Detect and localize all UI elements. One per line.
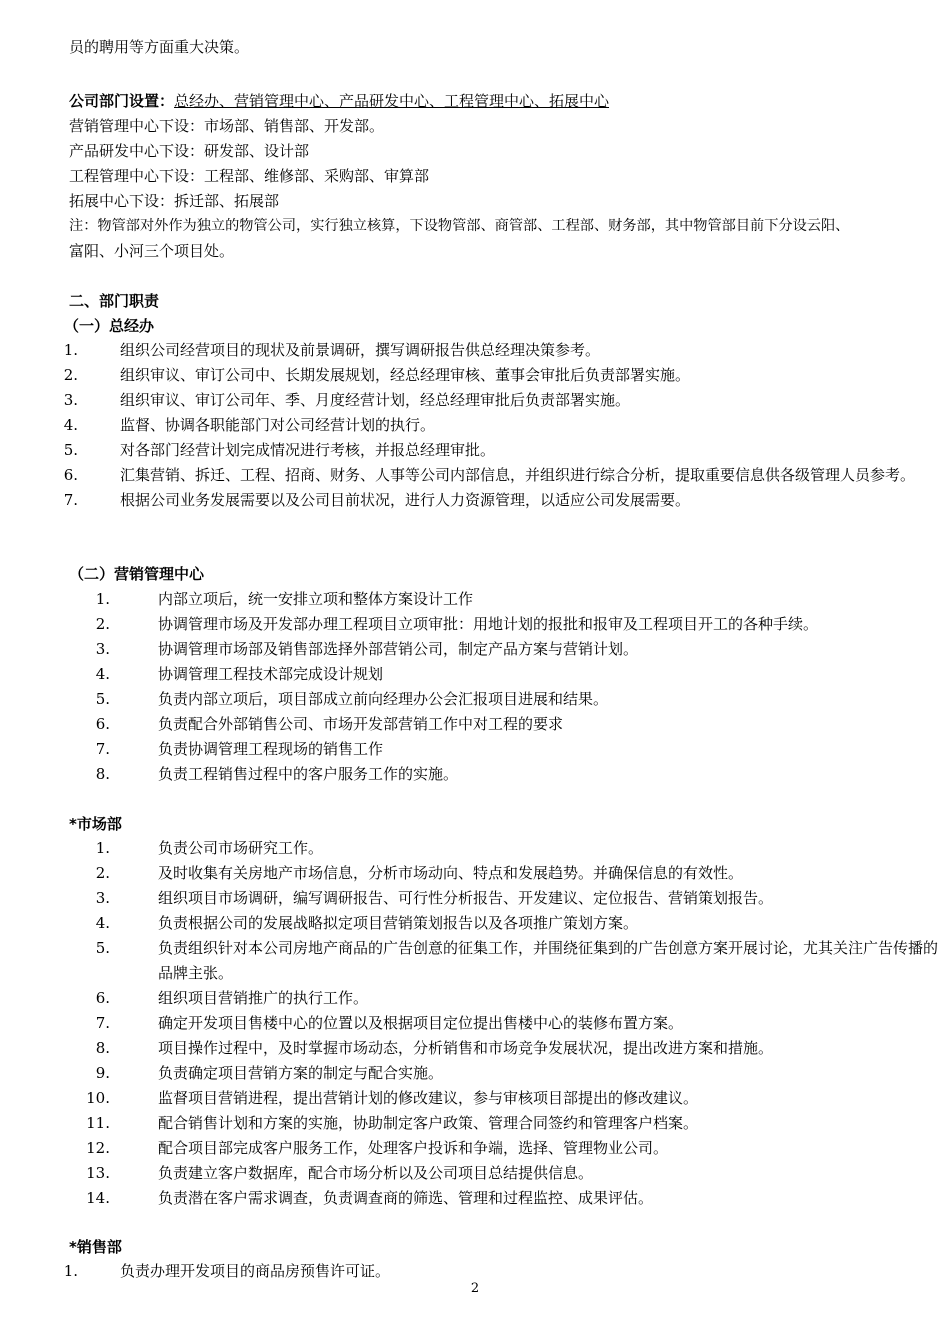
department-line: 拓展中心下设：拆迁部、拓展部 bbox=[69, 192, 280, 210]
list-item bbox=[95, 662, 940, 687]
list-item-number: 7. bbox=[63, 491, 78, 509]
list-item-text: 协调管理市场部及销售部选择外部营销公司，制定产品方案与营销计划。 bbox=[158, 640, 639, 658]
list-item bbox=[86, 1186, 940, 1211]
subsection-title-sales-dept: *销售部 bbox=[69, 1238, 122, 1256]
department-note-line2: 富阳、小河三个项目处。 bbox=[69, 242, 235, 260]
list-item-number: 4. bbox=[63, 416, 78, 434]
list-item-number: 11. bbox=[86, 1114, 110, 1132]
subsection-title-gm-office: （一）总经办 bbox=[64, 317, 155, 335]
list-item-text: 根据公司业务发展需要以及公司目前状况，进行人力资源管理，以适应公司发展需要。 bbox=[120, 491, 691, 509]
list-item bbox=[95, 1036, 940, 1061]
list-item-text: 负责根据公司的发展战略拟定项目营销策划报告以及各项推广策划方案。 bbox=[158, 914, 639, 932]
list-item-number: 1. bbox=[95, 590, 110, 608]
list-item-text: 组织公司经营项目的现状及前景调研，撰写调研报告供总经理决策参考。 bbox=[120, 341, 601, 359]
list-item bbox=[95, 587, 940, 612]
list-item bbox=[63, 413, 940, 438]
list-item-number: 4. bbox=[95, 665, 110, 683]
list-item-text: 配合项目部完成客户服务工作，处理客户投诉和争端，选择、管理物业公司。 bbox=[158, 1139, 669, 1157]
list-item-number: 8. bbox=[95, 765, 110, 783]
list-item-text: 负责建立客户数据库，配合市场分析以及公司项目总结提供信息。 bbox=[158, 1164, 594, 1182]
list-item bbox=[86, 1161, 940, 1186]
list-item-number: 5. bbox=[63, 441, 78, 459]
list-item-text: 组织项目营销推广的执行工作。 bbox=[158, 989, 369, 1007]
list-item-number: 6. bbox=[95, 989, 110, 1007]
list-item bbox=[63, 488, 940, 513]
list-item-text: 内部立项后，统一安排立项和整体方案设计工作 bbox=[158, 590, 474, 608]
list-item bbox=[86, 1136, 940, 1161]
subsection-title-market-dept: *市场部 bbox=[69, 815, 122, 833]
list-item bbox=[95, 861, 940, 886]
list-item bbox=[95, 612, 940, 637]
list-item-text: 对各部门经营计划完成情况进行考核，并报总经理审批。 bbox=[120, 441, 496, 459]
list-item bbox=[63, 463, 940, 488]
list-item-text: 负责组织针对本公司房地产商品的广告创意的征集工作，并围绕征集到的广告创意方案开展讨论，尤其关注广告传播的品牌主张。 bbox=[158, 939, 939, 982]
list-item-text: 负责确定项目营销方案的制定与配合实施。 bbox=[158, 1064, 444, 1082]
department-setup-label: 公司部门设置： bbox=[69, 92, 175, 110]
list-item-text: 组织项目市场调研，编写调研报告、可行性分析报告、开发建议、定位报告、营销策划报告。 bbox=[158, 889, 774, 907]
list-item-number: 3. bbox=[63, 391, 78, 409]
list-item-text: 负责办理开发项目的商品房预售许可证。 bbox=[120, 1262, 391, 1280]
list-item bbox=[95, 986, 940, 1011]
list-item bbox=[63, 438, 940, 463]
list-item bbox=[95, 1061, 940, 1086]
marketing-center-duties bbox=[95, 587, 940, 787]
list-item bbox=[95, 637, 940, 662]
list-item-text: 监督、协调各职能部门对公司经营计划的执行。 bbox=[120, 416, 436, 434]
list-item-text: 确定开发项目售楼中心的位置以及根据项目定位提出售楼中心的装修布置方案。 bbox=[158, 1014, 684, 1032]
department-note-line1: 注：物管部对外作为独立的物管公司，实行独立核算，下设物管部、商管部、工程部、财务部，其中物管部目前下分设云阳、 bbox=[69, 218, 850, 234]
list-item-text: 汇集营销、拆迁、工程、招商、财务、人事等公司内部信息，并组织进行综合分析，提取重要信息供各级管理人员参考。 bbox=[120, 466, 916, 484]
list-item-number: 4. bbox=[95, 914, 110, 932]
list-item bbox=[95, 911, 940, 936]
list-item-number: 6. bbox=[95, 715, 110, 733]
list-item-number: 2. bbox=[95, 864, 110, 882]
subsection-title-marketing-center: （二）营销管理中心 bbox=[69, 565, 205, 583]
list-item-text: 负责协调管理工程现场的销售工作 bbox=[158, 740, 384, 758]
section-title: 二、部门职责 bbox=[69, 292, 160, 310]
list-item-text: 负责工程销售过程中的客户服务工作的实施。 bbox=[158, 765, 459, 783]
page-number: 2 bbox=[470, 1281, 480, 1296]
list-item-number: 2. bbox=[95, 615, 110, 633]
list-item bbox=[95, 687, 940, 712]
list-item-number: 6. bbox=[63, 466, 78, 484]
list-item bbox=[95, 712, 940, 737]
list-item-number: 13. bbox=[86, 1164, 110, 1182]
list-item bbox=[63, 388, 940, 413]
market-dept-duties bbox=[86, 836, 940, 1211]
department-setup bbox=[69, 91, 609, 111]
list-item bbox=[95, 836, 940, 861]
list-item-text: 负责内部立项后，项目部成立前向经理办公会汇报项目进展和结果。 bbox=[158, 690, 609, 708]
department-line: 工程管理中心下设：工程部、维修部、采购部、审算部 bbox=[69, 167, 430, 185]
list-item-text: 负责配合外部销售公司、市场开发部营销工作中对工程的要求 bbox=[158, 715, 564, 733]
list-item-number: 10. bbox=[86, 1089, 110, 1107]
list-item-text: 负责潜在客户需求调查，负责调查商的筛选、管理和过程监控、成果评估。 bbox=[158, 1189, 654, 1207]
list-item bbox=[63, 338, 940, 363]
list-item-text: 组织审议、审订公司年、季、月度经营计划，经总经理审批后负责部署实施。 bbox=[120, 391, 631, 409]
list-item-number: 9. bbox=[95, 1064, 110, 1082]
list-item-number: 5. bbox=[95, 690, 110, 708]
list-item-number: 14. bbox=[86, 1189, 110, 1207]
list-item-number: 5. bbox=[95, 939, 110, 957]
list-item-number: 3. bbox=[95, 889, 110, 907]
list-item-number: 3. bbox=[95, 640, 110, 658]
gm-office-duties bbox=[63, 338, 940, 513]
list-item bbox=[95, 1011, 940, 1036]
list-item-number: 1. bbox=[63, 1262, 78, 1280]
list-item bbox=[95, 936, 940, 986]
list-item-number: 8. bbox=[95, 1039, 110, 1057]
list-item-number: 7. bbox=[95, 1014, 110, 1032]
department-setup-value: 总经办、营销管理中心、产品研发中心、工程管理中心、拓展中心 bbox=[174, 92, 610, 110]
list-item bbox=[63, 363, 940, 388]
list-item-number: 7. bbox=[95, 740, 110, 758]
department-line: 产品研发中心下设：研发部、设计部 bbox=[69, 142, 310, 160]
department-line: 营销管理中心下设：市场部、销售部、开发部。 bbox=[69, 117, 385, 135]
list-item-number: 2. bbox=[63, 366, 78, 384]
list-item bbox=[86, 1086, 940, 1111]
list-item-number: 1. bbox=[63, 341, 78, 359]
intro-tail: 员的聘用等方面重大决策。 bbox=[69, 38, 250, 56]
list-item-text: 协调管理工程技术部完成设计规划 bbox=[158, 665, 384, 683]
list-item-text: 组织审议、审订公司中、长期发展规划，经总经理审核、董事会审批后负责部署实施。 bbox=[120, 366, 691, 384]
list-item-text: 配合销售计划和方案的实施，协助制定客户政策、管理合同签约和管理客户档案。 bbox=[158, 1114, 699, 1132]
list-item bbox=[95, 762, 940, 787]
list-item-number: 12. bbox=[86, 1139, 110, 1157]
list-item-number: 1. bbox=[95, 839, 110, 857]
list-item-text: 监督项目营销进程，提出营销计划的修改建议，参与审核项目部提出的修改建议。 bbox=[158, 1089, 699, 1107]
list-item-text: 协调管理市场及开发部办理工程项目立项审批：用地计划的报批和报审及工程项目开工的各种手续。 bbox=[158, 615, 819, 633]
list-item bbox=[95, 886, 940, 911]
list-item bbox=[95, 737, 940, 762]
list-item-text: 及时收集有关房地产市场信息，分析市场动向、特点和发展趋势。并确保信息的有效性。 bbox=[158, 864, 744, 882]
list-item-text: 负责公司市场研究工作。 bbox=[158, 839, 324, 857]
list-item bbox=[86, 1111, 940, 1136]
list-item-text: 项目操作过程中，及时掌握市场动态，分析销售和市场竞争发展状况，提出改进方案和措施。 bbox=[158, 1039, 774, 1057]
